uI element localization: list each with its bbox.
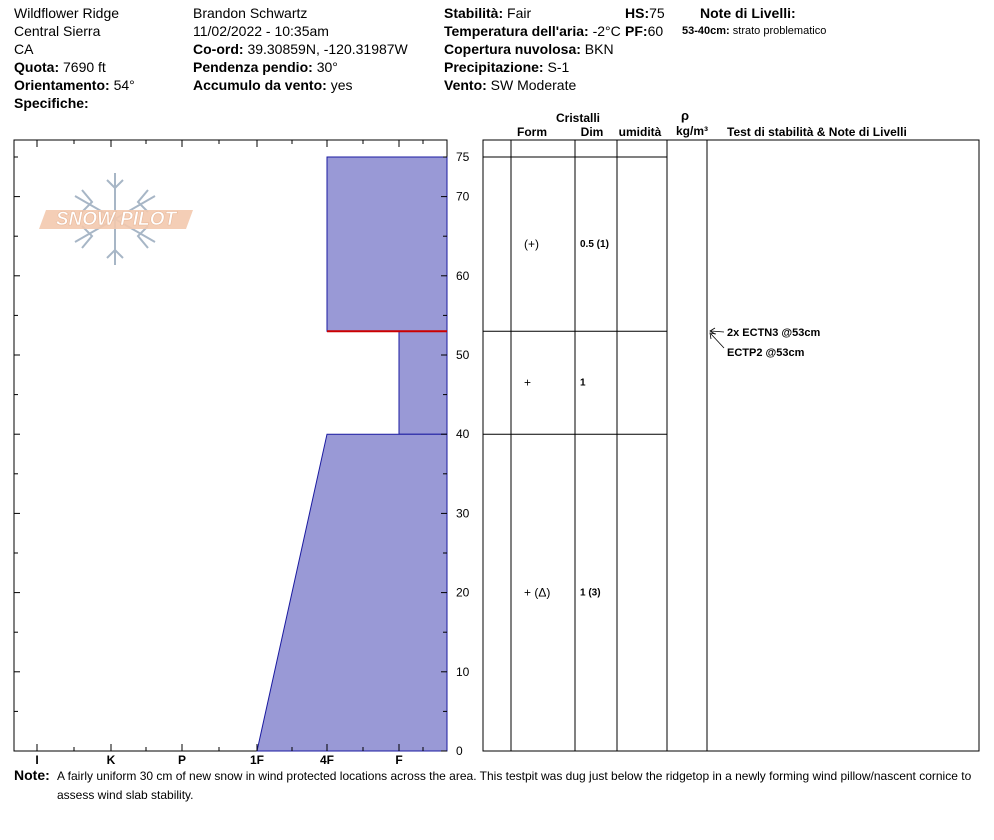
density-symbol: ρ bbox=[680, 108, 690, 123]
hardness-label: 4F bbox=[319, 753, 335, 767]
grain-form: (+) bbox=[524, 237, 539, 252]
grain-cells bbox=[524, 237, 609, 599]
depth-label: 50 bbox=[456, 348, 470, 362]
datetime: 11/02/2022 - 10:35am bbox=[193, 23, 329, 39]
hs-value: 75 bbox=[649, 5, 665, 21]
depth-label: 60 bbox=[456, 268, 470, 283]
depth-axis-labels bbox=[456, 150, 470, 758]
tests-header: Test di stabilità & Note di Livelli bbox=[727, 125, 907, 139]
hardness-label: K bbox=[106, 753, 116, 767]
grain-size: 0.5 (1) bbox=[580, 239, 609, 251]
test-result-ectn: 2x ECTN3 @53cm bbox=[727, 327, 821, 339]
slope-label: Pendenza pendio: bbox=[193, 59, 313, 75]
wind-load-value: yes bbox=[330, 77, 353, 93]
coord-label: Co-ord: bbox=[193, 41, 244, 57]
grain-size: 1 bbox=[580, 377, 586, 389]
layer-note-text: strato problematico bbox=[732, 25, 827, 37]
snow-layer-1 bbox=[327, 157, 447, 331]
wind-value: SW Moderate bbox=[490, 77, 577, 93]
cloud-label: Copertura nuvolosa: bbox=[444, 41, 581, 57]
density-unit: kg/m³ bbox=[675, 124, 709, 138]
crystal-table-frame bbox=[483, 140, 979, 751]
grain-form: + bbox=[524, 375, 532, 390]
slope-value: 30° bbox=[316, 59, 338, 75]
note-label: Note: bbox=[14, 767, 50, 783]
wind-load-label: Accumulo da vento: bbox=[193, 77, 327, 93]
crystals-header: Cristalli bbox=[555, 111, 601, 125]
observer: Brandon Schwartz bbox=[193, 5, 308, 21]
snowpilot-logo bbox=[39, 173, 193, 265]
depth-label: 40 bbox=[456, 427, 470, 442]
dim-header: Dim bbox=[580, 125, 604, 139]
depth-label: 30 bbox=[456, 506, 470, 521]
aspect-label: Orientamento: bbox=[14, 77, 110, 93]
depth-label: 20 bbox=[456, 585, 470, 600]
layer-notes-label: Note di Livelli: bbox=[700, 5, 796, 21]
note-text: A fairly uniform 30 cm of new snow in wind protected locations across the area. This testpit was dug just below the ridgetop in a newly forming wind pillow/nascent cornice to assess wind slab stability. bbox=[57, 769, 972, 802]
snow-layer-2 bbox=[399, 331, 447, 434]
elevation-label: Quota: bbox=[14, 59, 60, 75]
depth-label: 10 bbox=[456, 664, 470, 679]
location-name: Wildflower Ridge bbox=[14, 5, 120, 21]
depth-label: 75 bbox=[456, 150, 470, 164]
test-arrow-2 bbox=[710, 333, 724, 348]
pf-value: 60 bbox=[647, 23, 664, 39]
form-header: Form bbox=[517, 125, 547, 139]
state: CA bbox=[14, 41, 34, 57]
layer-shapes bbox=[257, 157, 447, 751]
air-temp-value: -2°C bbox=[592, 23, 621, 39]
layer-note-depth: 53-40cm: bbox=[682, 25, 730, 37]
snow-layer-3 bbox=[257, 434, 447, 751]
grain-form: + (Δ) bbox=[524, 585, 551, 600]
logo-text: SNOW PILOT bbox=[55, 209, 177, 230]
hs-label: HS: bbox=[625, 5, 650, 21]
elevation-value: 7690 ft bbox=[63, 59, 106, 75]
precip-value: S-1 bbox=[547, 59, 570, 75]
precip-label: Precipitazione: bbox=[444, 59, 544, 75]
depth-label: 0 bbox=[456, 744, 463, 758]
hardness-label: I bbox=[35, 753, 39, 767]
mountain-range: Central Sierra bbox=[14, 23, 101, 39]
test-result-ectp: ECTP2 @53cm bbox=[727, 347, 805, 359]
grain-size: 1 (3) bbox=[580, 587, 601, 599]
hardness-axis-labels bbox=[35, 753, 402, 767]
wind-label: Vento: bbox=[444, 77, 487, 93]
stability-label: Stabilità: bbox=[444, 5, 504, 21]
aspect-value: 54° bbox=[113, 77, 135, 93]
hardness-label: P bbox=[177, 753, 187, 767]
coord-value: 39.30859N, -120.31987W bbox=[247, 41, 408, 57]
humidity-header: umidità bbox=[618, 125, 662, 139]
pf-label: PF: bbox=[625, 23, 648, 39]
depth-label: 70 bbox=[456, 189, 470, 204]
cloud-value: BKN bbox=[584, 41, 614, 57]
hardness-label: F bbox=[395, 753, 403, 767]
hardness-label: 1F bbox=[249, 753, 265, 767]
air-temp-label: Temperatura dell'aria: bbox=[444, 23, 589, 39]
stability-value: Fair bbox=[507, 5, 532, 21]
specifics-label: Specifiche: bbox=[14, 95, 89, 111]
